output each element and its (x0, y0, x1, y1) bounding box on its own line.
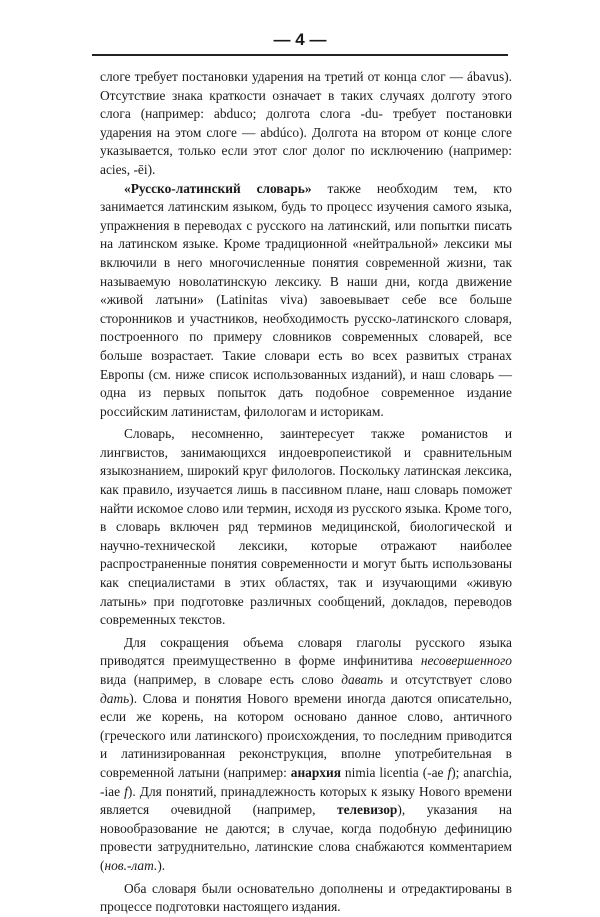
text-run: ). Для понятий, принадлежность которых к языку Нового времени является очевидной (например, (100, 783, 512, 818)
bold-term: телевизор (337, 802, 398, 818)
text-run: ); anarchia, -iae (100, 764, 512, 799)
text-run: ), указания на новообразование не даются; в случае, когда подобную дефиницию провести затруднительно, латинские слова снабжаются комментарием ( (100, 802, 512, 873)
text-run: nimia licentia (-ae (340, 764, 448, 780)
text-run: Для сокращения объема словаря глаголы русского языка приводятся преимущественно в форме инфинитива (100, 634, 512, 669)
italic-term: давать (341, 672, 383, 687)
text-run: Оба словаря были основательно дополнены и отредактированы в процессе подготовки настоящего издания. (100, 880, 512, 915)
text-run: и отсутствует слово (382, 672, 512, 687)
italic-term: несовершенного (420, 653, 512, 669)
body-text (100, 68, 512, 917)
paragraph (100, 180, 512, 422)
text-run: также необходим тем, кто занимается латинским языком, будь то процесс изучения самого языка, упражнения в переводах с русского на латинский, или попытки писать на латинском языке. Кроме традиционной «нейтральной» лексики мы включили в него многочисленные понятия современной жизни, так называемую новолатинскую лексику. В наши дни, когда движение «живой латыни» (Latinitas viva) завоевывает себе все больше сторонников и участников, необходимость русско-латинского словаря, построенного по примеру словников современных словарей, все больше возрастает. Такие словари есть во всех развитых странах Европы (см. ниже список использованных изданий), и наш словарь — одна из первых попыток дать подобное современное издание российским латинистам, филологам и историкам. (100, 180, 512, 419)
italic-term: нов.-лат. (104, 857, 158, 873)
text-run: ). (157, 857, 166, 873)
bold-term: «Русско-латинский словарь» (124, 180, 312, 196)
text-run: слоге требует постановки ударения на третий от конца слог — ábavus). Отсутствие знака краткости означает в таких случаях долготу этого слога (например: abduco; долгота слога -du- требует постановки ударения на этом слоге — abdúco). Долгота на втором от конце слоге указывается, только если этот слог долог по исключению (например: acies, -ēi). (100, 69, 512, 177)
text-run: ). Слова и понятия Нового времени иногда даются описательно, если же корень, на котором основано данное слово, античного (греческого или латинского) происхождения, то последним приводится и латинизированная реконструкция, вполне употребительная в современной латыни (например: (100, 690, 512, 780)
bold-term: анархия (290, 764, 341, 780)
header-rule (92, 54, 508, 56)
italic-term: дать (100, 690, 130, 706)
text-run: Словарь, несомненно, заинтересует также романистов и лингвистов, занимающихся индоевропеистикой и сравнительным языкознанием, широкий круг филологов. Поскольку латинская лексика, как правило, изучается лишь в пассивном плане, наш словарь поможет найти искомое слово или термин, исходя из русского языка. Кроме того, в словарь включен ряд терминов медицинской, биологической и научно-технической лексики, которые отражают наиболее распространенные понятия современности и могут быть использованы как специалистами в этих областях, так и изучающими «живую латынь» при подготовке различных сообщений, докладов, переводов современных текстов. (100, 426, 512, 628)
italic-term: f (124, 783, 128, 799)
paragraph (100, 880, 512, 917)
paragraph (100, 68, 512, 180)
page-number: — 4 — (273, 30, 327, 49)
page-header (92, 28, 508, 58)
text-run: вида (например, в словаре есть слово (100, 672, 342, 687)
paragraph (100, 634, 512, 876)
italic-term: f (447, 764, 452, 780)
paragraph (100, 425, 512, 630)
